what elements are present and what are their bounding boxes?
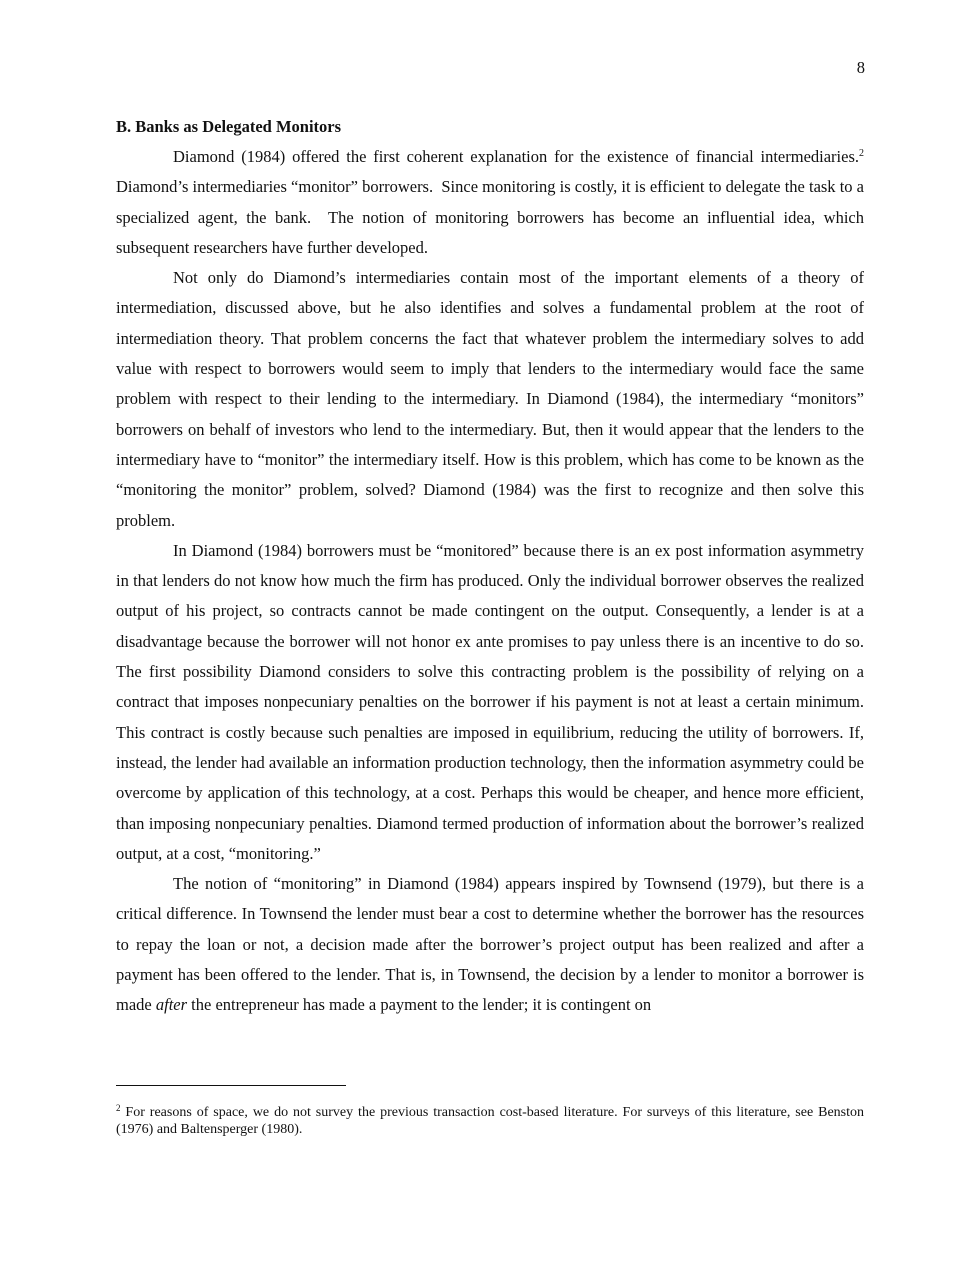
paragraph-4 <box>116 869 864 1020</box>
paragraph-1-text-cont: Diamond’s intermediaries “monitor” borrowers. Since monitoring is costly, it is efficient to delegate the task to a specialized agent, the bank. The notion of monitoring borrowers has become an influential idea, which subsequent researchers have further developed. <box>116 147 873 257</box>
footnote <box>116 1104 864 1138</box>
paragraph-2: Not only do Diamond’s intermediaries contain most of the important elements of a theory of intermediation, discussed above, but he also identifies and solves a fundamental problem at the root of intermediation theory. That problem concerns the fact that whatever problem the intermediary solves to add value with respect to borrowers would seem to imply that lenders to the intermediary would face the same problem with respect to their lending to the intermediary. In Diamond (1984), the intermediary “monitors” borrowers on behalf of investors who lend to the intermediary. But, then it would appear that the lenders to the intermediary have to “monitor” the intermediary itself. How is this problem, which has come to be known as the “monitoring the monitor” problem, solved? Diamond (1984) was the first to recognize and then solve this problem. <box>116 268 864 530</box>
paragraph-1 <box>116 142 873 263</box>
footnote-marker: 2 <box>116 1103 121 1113</box>
section-heading: B. Banks as Delegated Monitors <box>116 117 342 136</box>
paragraph-4-text-cont: the entrepreneur has made a payment to the lender; it is contingent on <box>187 995 652 1015</box>
footnote-text: For reasons of space, we do not survey the previous transaction cost-based literature. For surveys of this literature, see Benston (1976) and Baltensperger (1980). <box>116 1105 864 1137</box>
paragraph-1-text: Diamond (1984) offered the first coherent explanation for the existence of financial intermediaries. <box>173 147 859 166</box>
emphasis-after: after <box>155 995 188 1015</box>
paragraph-4-text: The notion of “monitoring” in Diamond (1984) appears inspired by Townsend (1979), but there is a critical difference. In Townsend the lender must bear a cost to determine whether the borrower has the resources to repay the loan or not, a decision made after the borrower’s project output has been realized and after a payment has been offered to the lender. That is, in Townsend, the decision by a lender to monitor a borrower is made <box>116 874 864 1015</box>
page-number: 8 <box>856 58 865 77</box>
footnote-reference: 2 <box>859 148 864 159</box>
main-text <box>116 116 873 1021</box>
footnote-divider <box>116 1085 346 1086</box>
paragraph-3: In Diamond (1984) borrowers must be “monitored” because there is an ex post information asymmetry in that lenders do not know how much the firm has produced. Only the individual borrower observes the realized output of his project, so contracts cannot be made contingent on the output. Consequently, a lender is at a disadvantage because the borrower will not honor ex ante promises to pay unless there is an incentive to do so. The first possibility Diamond considers to solve this contracting problem is the possibility of relying on a contract that imposes nonpecuniary penalties on the borrower if his payment is not at least a certain minimum. This contract is costly because such penalties are imposed in equilibrium, reducing the utility of borrowers. If, instead, the lender had available an information production technology, then the information asymmetry could be overcome by application of this technology, at a cost. Perhaps this would be cheaper, and hence more efficient, than imposing nonpecuniary penalties. Diamond termed production of information about the borrower’s realized output, at a cost, “monitoring.” <box>116 540 864 863</box>
